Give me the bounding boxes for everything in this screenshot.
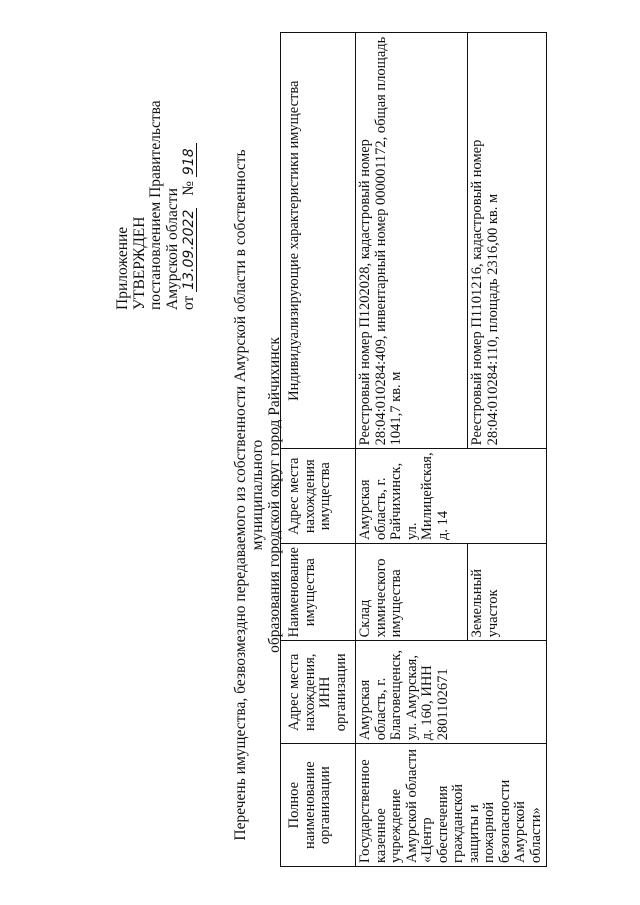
number-prefix: № — [180, 180, 197, 196]
approval-resolution: постановлением Правительства — [147, 100, 164, 310]
org-address-cell: Амурская область, г. Благовещенск, ул. Амурская, д. 160, ИНН 2801102671 — [356, 641, 547, 744]
org-name-cell: Государственное казенное учреждение Амурской области «Центр обеспечения гражданской защиты и пожарной безопасности Амурской области» — [356, 744, 547, 867]
date-prefix: от — [180, 295, 197, 310]
item-name-cell: Склад химического имущества — [356, 544, 468, 641]
approval-date: 13.09.2022 — [181, 209, 197, 290]
header-org-address: Адрес места нахождения, ИНН организации — [281, 641, 356, 744]
document-title — [232, 115, 283, 875]
item-characteristics-cell: Реестровый номер П1101216, кадастровый номер 28:04:010284:110, площадь 2316,00 кв. м — [468, 33, 547, 449]
title-line-1: Перечень имущества, безвозмездно передаваемого из собственности Амурской области в собственность муниципального — [232, 149, 266, 841]
item-name-cell: Земельный участок — [468, 544, 547, 641]
table-header-row — [281, 33, 356, 867]
approval-approved: УТВЕРЖДЕН — [130, 216, 148, 310]
header-property-name: Наименование имущества — [281, 544, 356, 641]
title-line-2: образования городской округ город Райчихинск — [266, 337, 283, 653]
approval-date-line — [181, 10, 198, 310]
header-characteristics: Индивидуализирующие характеристики имущества — [281, 33, 356, 449]
approval-region: Амурской области — [163, 188, 181, 310]
approval-number: 918 — [182, 143, 197, 177]
header-org-name: Полное наименование организации — [281, 744, 356, 867]
property-table — [280, 32, 547, 867]
item-address-cell: Амурская область, г. Райчихинск, ул. Милицейская, д. 14 — [356, 449, 547, 544]
approval-appendix: Приложение — [114, 226, 131, 310]
table-row — [356, 33, 468, 867]
item-characteristics-cell: Реестровый номер П1202028, кадастровый номер 28:04:010284:409, инвентарный номер 000001172, общая площадь 1041,7 кв. м — [356, 33, 468, 449]
header-property-address: Адрес места нахождения имущества — [281, 449, 356, 544]
approval-stamp — [115, 10, 198, 310]
